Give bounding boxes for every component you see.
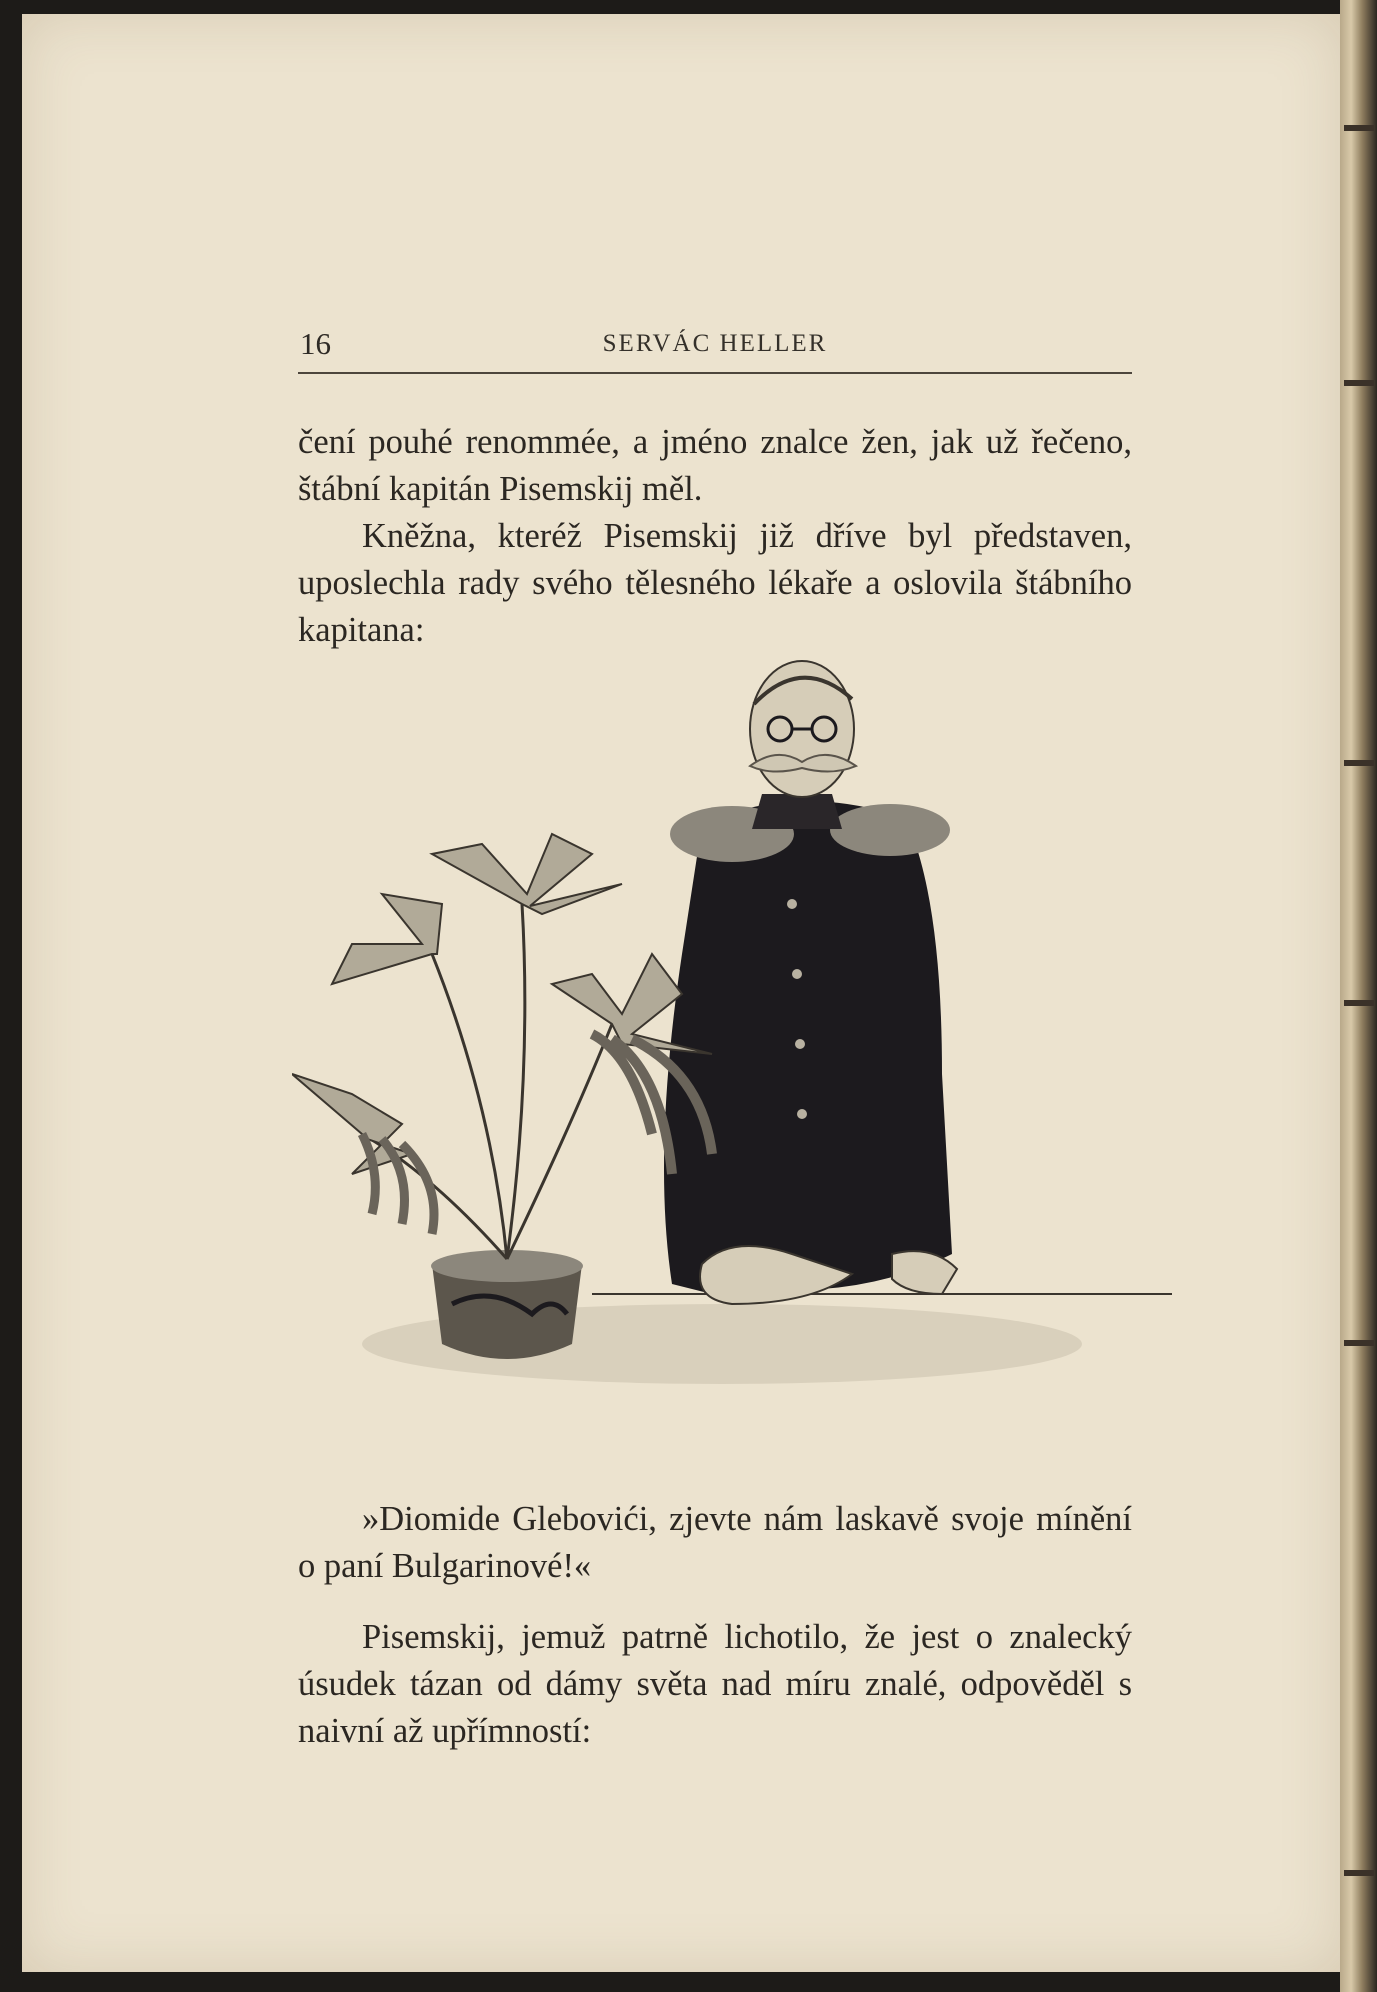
binding-stitch <box>1344 1340 1374 1346</box>
binding-stitch <box>1344 125 1374 131</box>
book-binding <box>1340 0 1377 1992</box>
paragraph-4: Pisemskij, jemuž patrně lichotilo, že jest o znalecký úsudek tázan od dámy světa nad míru znalé, odpověděl s naivní až upřímností: <box>298 1618 1132 1750</box>
binding-stitch <box>1344 1000 1374 1006</box>
binding-stitch <box>1344 1870 1374 1876</box>
page-number: 16 <box>300 326 331 361</box>
page-header <box>298 326 1132 374</box>
running-title: SERVÁC HELLER <box>602 330 828 357</box>
paragraph-2: Kněžna, kteréž Pisemskij již dříve byl představen, uposlechla rady svého tělesného lékaře a oslovila štábního kapitana: <box>298 517 1132 649</box>
officer-illustration <box>292 654 1172 1414</box>
binding-stitch <box>1344 380 1374 386</box>
paragraph-3: »Diomide Glebovići, zjevte nám laskavě svoje mínění o paní Bulgarinové!« <box>298 1500 1132 1585</box>
book-page <box>22 14 1340 1972</box>
paragraph-1: čení pouhé renommée, a jméno znalce žen, jak už řečeno, štábní kapitán Pisemskij měl. <box>298 423 1132 508</box>
binding-stitch <box>1344 760 1374 766</box>
